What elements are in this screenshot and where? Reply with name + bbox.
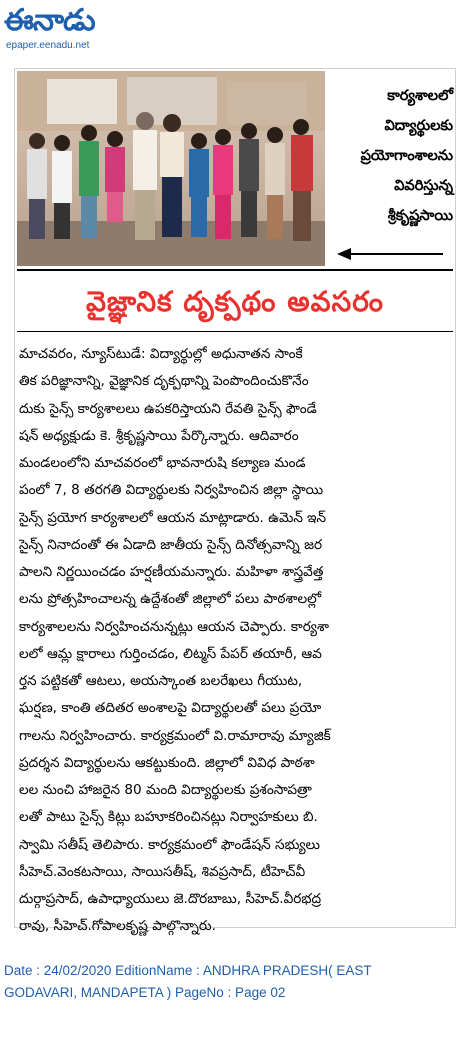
article-line: ప్రదర్శన విద్యార్థులను ఆకట్టుకుంది. జిల్లాలో వివిధ పాఠశా xyxy=(19,754,315,771)
eenadu-logo: ఈనాడు xyxy=(4,3,95,38)
article-line: ర్తన పట్టికతో ఆటలు, అయస్కాంత బలరేఖలు గీయుట, xyxy=(19,673,303,689)
article-line: లతో పాటు సైన్స్ కిట్లు బహూకరించినట్లు నిర్వాహకులు బి. xyxy=(19,809,318,826)
article-line: తిక పరిజ్ఞానాన్ని, వైజ్ఞానిక దృక్పథాన్ని పెంపొందించుకొనేం xyxy=(19,373,309,390)
article-line: స్వామి సతీష్ తెలిపారు. కార్యక్రమంలో ఫౌండేషన్ సభ్యులు xyxy=(19,836,320,853)
divider xyxy=(17,331,453,332)
article-line: షన్ అధ్యక్షుడు కె. శ్రీకృష్ణసాయి పేర్కొన్నారు. ఆదివారం xyxy=(19,427,299,444)
article-line: లలో ఆమ్ల క్షారాలు గుర్తించడం, లిట్మస్ పేపర్ తయారీ, ఆవ xyxy=(19,645,322,662)
divider xyxy=(17,269,453,271)
article-line: రావు, సీహెచ్.గోపాలకృష్ణ పాల్గొన్నారు. xyxy=(19,918,216,935)
article-line: సైన్స్ నినాదంతో ఈ ఏడాది జాతీయ సైన్స్ దినోత్సవాన్ని జర xyxy=(19,536,323,553)
edition-page-line: GODAVARI, MANDAPETA ) PageNo : Page 02 xyxy=(4,985,286,1000)
caption-line: శ్రీకృష్ణసాయి xyxy=(387,208,453,224)
article-line: మాచవరం, న్యూస్‌టుడే: విద్యార్థుల్లో అధునాతన సాంకే xyxy=(19,346,303,362)
article-line: పాలని నిర్ణయించడం హర్షణీయమన్నారు. మహిళా శాస్త్రవేత్త xyxy=(19,564,324,580)
article-line: దుర్గాప్రసాద్, ఉపాధ్యాయులు జె.దొరబాబు, సీహెచ్.వీరభద్ర xyxy=(19,891,322,907)
edition-footer xyxy=(4,960,469,1004)
article-line: పంలో 7, 8 తరగతి విద్యార్థులకు నిర్వహించిన జిల్లా స్థాయి xyxy=(19,482,324,499)
article-line: దుకు సైన్స్ కార్యశాలలు ఉపకరిస్తాయని రేవతి సైన్స్ ఫౌండే xyxy=(19,400,317,417)
group-photo-icon xyxy=(17,71,325,266)
article-line: గాలను నిర్వహించారు. కార్యక్రమంలో వి.రామారావు మ్యాజిక్ xyxy=(19,727,331,744)
epaper-url: epaper.eenadu.net xyxy=(6,40,90,51)
article-line: సీహెచ్.వెంకటసాయి, సాయిసతీష్, శివప్రసాద్, టీహెచ్‌వీ xyxy=(19,863,306,880)
article-body xyxy=(19,341,451,941)
article-line: కార్యశాలలను నిర్వహించనున్నట్లు ఆయన చెప్పారు. కార్యశా xyxy=(19,618,329,635)
masthead xyxy=(0,0,471,62)
caption-line: ప్రయోగాంశాలను xyxy=(360,148,453,164)
edition-date-line: Date : 24/02/2020 EditionName : ANDHRA PRADESH( EAST xyxy=(4,963,372,978)
article-line: లల నుంచి హాజరైన 80 మంది విద్యార్థులకు ప్రశంసాపత్రా xyxy=(19,782,312,798)
article-headline: వైజ్ఞానిక దృక్పథం అవసరం xyxy=(85,285,385,318)
news-clipping xyxy=(14,68,456,935)
caption-line: వివరిస్తున్న xyxy=(394,178,453,194)
article-line: సైన్స్ ప్రయోగ కార్యశాలలో ఆయన మాట్లాడారు. ఉమెన్ ఇన్ xyxy=(19,509,327,526)
photo-caption xyxy=(333,81,453,231)
article-line: ఘర్షణ, కాంతి తదితర అంశాలపై విద్యార్థులతో పలు ప్రయో xyxy=(19,700,322,717)
article-line: లను ప్రోత్సహించాలన్న ఉద్దేశంతో జిల్లాలో పలు పాఠశాలల్లో xyxy=(19,591,322,608)
article-photo xyxy=(17,71,325,266)
article-line: మండలంలోని మాచవరంలో భావనారుషి కల్యాణ మండ xyxy=(19,455,306,471)
left-arrow-icon xyxy=(337,247,445,261)
caption-line: విద్యార్థులకు xyxy=(384,118,453,134)
caption-line: కార్యశాలలో xyxy=(387,88,453,104)
